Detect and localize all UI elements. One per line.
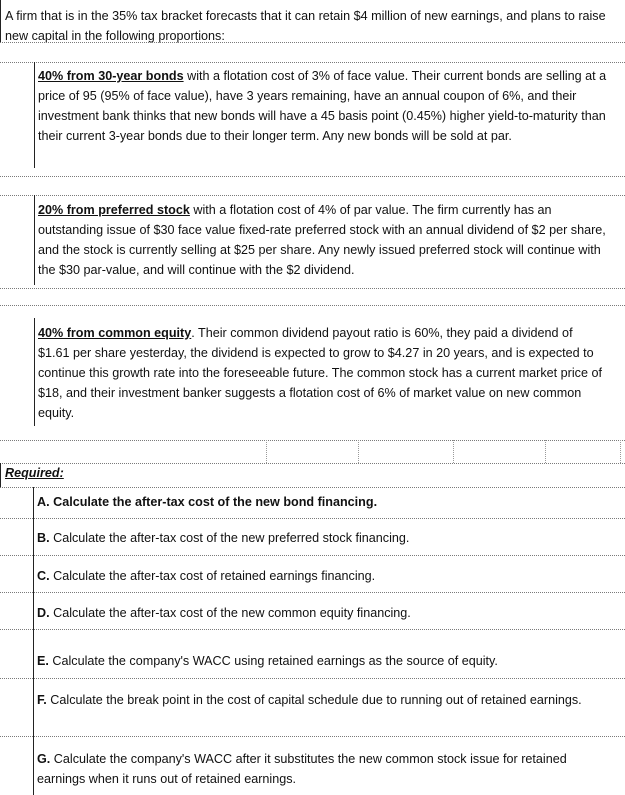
question-letter: D. bbox=[37, 606, 50, 620]
question-text: Calculate the company's WACC using retained earnings as the source of equity. bbox=[48, 654, 498, 668]
question-text: Calculate the company's WACC after it substitutes the new common stock issue for retained earnings when it runs out of retained earnings. bbox=[37, 752, 567, 786]
cell-divider bbox=[620, 440, 621, 463]
question-text: Calculate the after-tax cost of the new common equity financing. bbox=[49, 606, 411, 620]
question-b bbox=[37, 528, 617, 548]
divider bbox=[0, 176, 625, 177]
preferred-paragraph bbox=[38, 200, 618, 280]
intro-border bbox=[0, 0, 1, 42]
question-letter: A. bbox=[37, 495, 50, 509]
divider bbox=[0, 736, 625, 737]
bonds-heading: 40% from 30-year bonds bbox=[38, 69, 184, 83]
question-text: Calculate the break point in the cost of capital schedule due to running out of retained earnings. bbox=[46, 693, 582, 707]
divider bbox=[0, 195, 625, 196]
common-text: . Their common dividend payout ratio is 60%, they paid a dividend of $1.61 per share yesterday, the dividend is expected to grow to $4.27 in 20 years, and is expected to continue this growth rate into the foreseeable future. The common stock has a current market price of $18, and their investment banker suggests a flotation cost of 6% of market value on new common equity. bbox=[38, 326, 602, 420]
common-border bbox=[34, 318, 35, 426]
question-text: Calculate the after-tax cost of retained earnings financing. bbox=[49, 569, 376, 583]
question-d bbox=[37, 603, 617, 623]
question-letter: F. bbox=[37, 693, 47, 707]
divider bbox=[0, 440, 625, 441]
intro-text: A firm that is in the 35% tax bracket forecasts that it can retain $4 million of new earnings, and plans to raise new capital in the following proportions: bbox=[5, 9, 606, 43]
bonds-text: with a flotation cost of 3% of face value. Their current bonds are selling at a price of 95 (95% of face value), have 3 years remaining, have an annual coupon of 6%, and their investment bank thinks that new bonds will have a 45 basis point (0.45%) higher yield-to-maturity than their current 3-year bonds due to their longer term. Any new bonds will be sold at par. bbox=[38, 69, 607, 143]
divider bbox=[0, 487, 625, 488]
divider bbox=[0, 678, 625, 679]
bonds-border bbox=[34, 62, 35, 168]
divider bbox=[0, 305, 625, 306]
required-border bbox=[0, 463, 1, 487]
divider bbox=[0, 592, 625, 593]
cell-divider bbox=[266, 440, 267, 463]
question-letter: C. bbox=[37, 569, 50, 583]
question-g bbox=[37, 749, 613, 789]
question-text: Calculate the after-tax cost of the new bond financing. bbox=[49, 495, 378, 509]
question-letter: B. bbox=[37, 531, 50, 545]
question-c bbox=[37, 566, 617, 586]
questions-border bbox=[33, 487, 34, 795]
divider bbox=[0, 463, 625, 464]
preferred-text: with a flotation cost of 4% of par value. The firm currently has an outstanding issue of $30 face value fixed-rate preferred stock with an annual dividend of $2 per share, and the stock is currently selling at $25 per share. Any newly issued preferred stock will continue with the $30 par-value, and will continue with the $2 dividend. bbox=[38, 203, 606, 277]
divider bbox=[0, 629, 625, 630]
common-heading: 40% from common equity bbox=[38, 326, 192, 340]
question-text: Calculate the after-tax cost of the new preferred stock financing. bbox=[49, 531, 410, 545]
cell-divider bbox=[358, 440, 359, 463]
common-paragraph bbox=[38, 323, 606, 423]
question-a bbox=[37, 492, 617, 512]
divider bbox=[0, 288, 625, 289]
bonds-paragraph bbox=[38, 66, 616, 146]
cell-divider bbox=[453, 440, 454, 463]
question-f bbox=[37, 690, 613, 710]
divider bbox=[0, 42, 625, 43]
preferred-heading: 20% from preferred stock bbox=[38, 203, 190, 217]
preferred-border bbox=[34, 195, 35, 285]
question-letter: G. bbox=[37, 752, 51, 766]
divider bbox=[0, 62, 625, 63]
question-letter: E. bbox=[37, 654, 49, 668]
cell-divider bbox=[545, 440, 546, 463]
question-e bbox=[37, 651, 617, 671]
divider bbox=[0, 555, 625, 556]
divider bbox=[0, 518, 625, 519]
required-label: Required: bbox=[5, 466, 64, 480]
